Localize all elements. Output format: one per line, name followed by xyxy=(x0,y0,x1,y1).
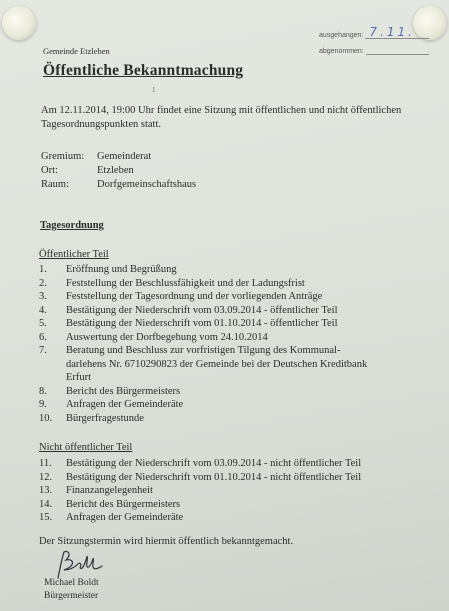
agenda-number: 6. xyxy=(39,331,47,343)
agenda-text: Feststellung der Tagesordnung und der vorliegenden Anträge xyxy=(66,291,323,302)
public-part-heading: Öffentlicher Teil xyxy=(39,249,109,260)
removed-row xyxy=(319,39,429,55)
private-agenda-list xyxy=(39,457,361,525)
detail-row xyxy=(41,178,196,192)
public-agenda-list xyxy=(39,263,367,425)
agenda-item xyxy=(39,317,367,331)
posting-stamp xyxy=(319,23,429,55)
agenda-item xyxy=(39,511,361,525)
detail-value: Dorfgemeinschaftshaus xyxy=(97,179,197,190)
agenda-text: Anfragen der Gemeinderäte xyxy=(66,399,184,410)
page-title: Öffentliche Bekanntmachung xyxy=(43,62,244,79)
signer-role: Bürgermeister xyxy=(44,591,99,601)
agenda-item xyxy=(39,344,367,385)
agenda-text: Beratung und Beschluss zur vorfristigen Tilgung des Kommunal- darlehens Nr. 6710290823 der Gemeinde bei der Deutschen Kreditbank Erfurt xyxy=(66,345,368,383)
agenda-number: 15. xyxy=(39,512,53,523)
posted-label: ausgehangen: xyxy=(319,32,364,39)
agenda-item xyxy=(39,398,367,412)
agenda-number: 3. xyxy=(39,291,47,302)
agenda-text: Anfragen der Gemeinderäte xyxy=(66,512,184,523)
agenda-number: 12. xyxy=(39,471,53,483)
signer-block xyxy=(44,577,99,603)
agenda-text: Bestätigung der Niederschrift vom 01.10.2014 - öffentlicher Teil xyxy=(66,318,338,329)
municipality-name: Gemeinde Etzleben xyxy=(43,46,110,56)
posted-line xyxy=(365,25,429,39)
agenda-number: 13. xyxy=(39,485,53,496)
intro-text: Am 12.11.2014, 19:00 Uhr findet eine Sitzung mit öffentlichen und nicht öffentlichen Tagesordnungspunkten statt. xyxy=(41,105,402,130)
detail-row xyxy=(41,164,196,178)
agenda-number: 8. xyxy=(39,385,47,397)
detail-key: Ort: xyxy=(41,165,58,176)
detail-value: Gemeinderat xyxy=(97,151,152,162)
agenda-number: 9. xyxy=(39,399,47,410)
agenda-number: 5. xyxy=(39,318,47,329)
agenda-text: Finanzangelegenheit xyxy=(66,485,153,496)
agenda-text: Bestätigung der Niederschrift vom 03.09.2014 - nicht öffentlicher Teil xyxy=(66,458,362,469)
pushpin-icon xyxy=(2,6,36,40)
agenda-item xyxy=(39,484,361,498)
agenda-item xyxy=(39,331,367,345)
detail-key: Gremium: xyxy=(41,151,85,162)
agenda-number: 14. xyxy=(39,498,53,510)
agenda-number: 1. xyxy=(39,264,47,275)
detail-value: Etzleben xyxy=(97,165,134,176)
agenda-item xyxy=(39,412,367,426)
detail-key: Raum: xyxy=(41,179,69,190)
removed-line xyxy=(366,45,429,55)
agenda-item xyxy=(39,498,361,512)
agenda-text: Auswertung der Dorfbegehung vom 24.10.2014 xyxy=(66,331,268,343)
posted-date: 7.11. xyxy=(369,25,415,39)
agenda-item xyxy=(39,304,367,318)
detail-row xyxy=(41,150,196,164)
agenda-heading: Tagesordnung xyxy=(40,220,104,231)
agenda-item xyxy=(39,385,367,399)
agenda-item xyxy=(39,290,367,304)
private-part-heading: Nicht öffentlicher Teil xyxy=(39,442,133,453)
agenda-number: 4. xyxy=(39,304,47,316)
agenda-item xyxy=(39,457,361,471)
agenda-text: Bericht des Bürgermeisters xyxy=(66,385,181,397)
agenda-text: Eröffnung und Begrüßung xyxy=(66,264,177,275)
agenda-item xyxy=(39,277,367,291)
closing-statement: Der Sitzungstermin wird hiermit öffentlich bekanntgemacht. xyxy=(39,536,294,547)
agenda-number: 2. xyxy=(39,277,47,289)
agenda-text: Bürgerfragestunde xyxy=(66,412,144,424)
agenda-number: 10. xyxy=(39,412,53,424)
posted-row xyxy=(319,23,429,39)
removed-label: abgenommen: xyxy=(319,48,364,55)
agenda-text: Bestätigung der Niederschrift vom 01.10.2014 - nicht öffentlicher Teil xyxy=(66,471,362,483)
signer-name: Michael Boldt xyxy=(44,578,99,588)
meeting-details xyxy=(41,150,196,192)
agenda-text: Feststellung der Beschlussfähigkeit und der Ladungsfrist xyxy=(66,277,305,289)
agenda-text: Bericht des Bürgermeisters xyxy=(66,498,181,510)
agenda-text: Bestätigung der Niederschrift vom 03.09.2014 - öffentlicher Teil xyxy=(66,304,338,316)
agenda-number: 11. xyxy=(39,458,52,469)
agenda-item xyxy=(39,263,367,277)
page-mark: 1 xyxy=(152,86,156,94)
agenda-number: 7. xyxy=(39,345,47,356)
agenda-item xyxy=(39,471,361,485)
